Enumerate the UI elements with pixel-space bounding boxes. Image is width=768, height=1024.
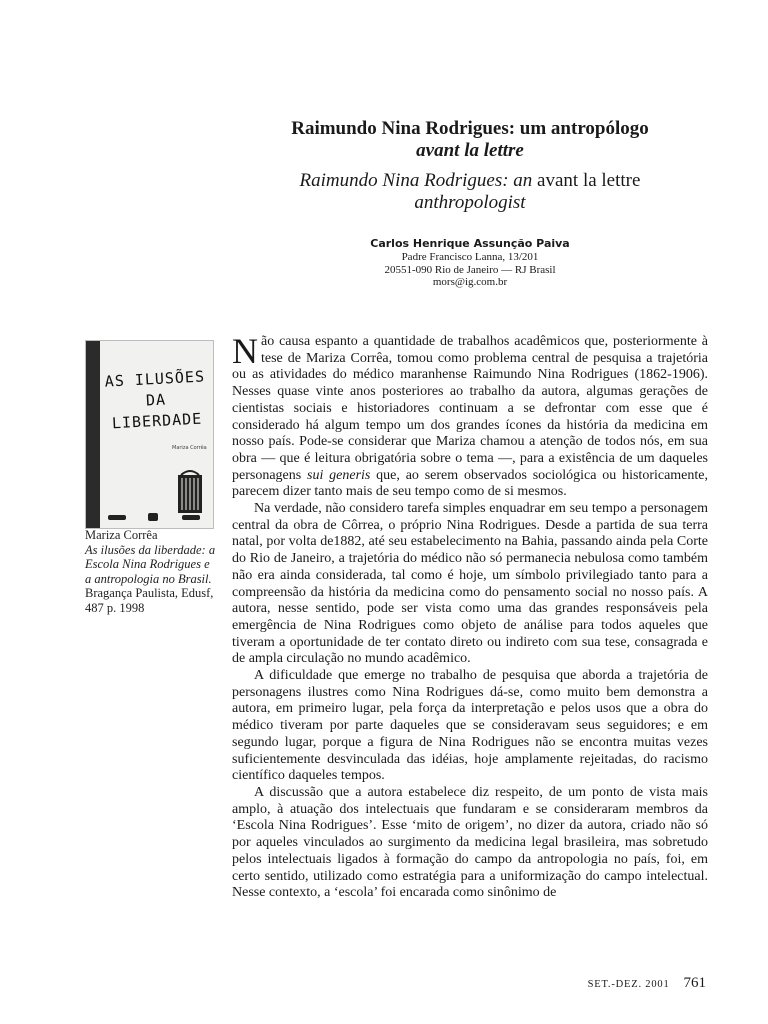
page-number: 761 bbox=[683, 975, 706, 991]
book-cover-image bbox=[85, 340, 214, 529]
caption-author: Mariza Corrêa bbox=[85, 528, 158, 542]
drop-cap: N bbox=[232, 331, 258, 371]
author-email: mors@ig.com.br bbox=[432, 276, 508, 288]
title-en-roman-part: avant la lettre bbox=[532, 170, 641, 191]
issue-date: SET.-DEZ. 2001 bbox=[587, 979, 670, 990]
title-en-italic-part: Raimundo Nina Rodrigues: an bbox=[299, 170, 533, 191]
author-address-1: Padre Francisco Lanna, 13/201 bbox=[401, 251, 539, 263]
seal-icon bbox=[148, 513, 158, 521]
cover-title-line-1: AS ILUSÕES bbox=[104, 367, 206, 391]
page-footer bbox=[588, 974, 706, 992]
author-name: Carlos Henrique Assunção Paiva bbox=[370, 237, 570, 250]
title-pt-line-1: Raimundo Nina Rodrigues: um antropólogo bbox=[291, 118, 649, 139]
p1-italic-term: sui generis bbox=[307, 467, 371, 483]
cover-title-line-2: DA bbox=[145, 390, 167, 410]
cover-spine bbox=[86, 341, 100, 528]
author-address-2: 20551-090 Rio de Janeiro — RJ Brasil bbox=[384, 263, 556, 276]
cover-author: Mariza Corrêa bbox=[172, 445, 207, 451]
title-pt-line-2: avant la lettre bbox=[416, 140, 524, 161]
book-caption bbox=[85, 528, 217, 615]
cover-title bbox=[102, 366, 209, 434]
birdcage-icon bbox=[178, 469, 202, 515]
publisher-logo-icon bbox=[108, 515, 126, 520]
author-block bbox=[232, 237, 708, 289]
title-en-line-2: anthropologist bbox=[414, 192, 526, 213]
body-paragraph-4: A discussão que a autora estabelece diz respeito, de um ponto de vista mais amplo, à atuação dos intelectuais que fundaram e se consideraram membros da ‘Escola Nina Rodrigues’. Esse ‘mito de origem’, no dizer da autora, criado não só por aqueles vinculados ao surgimento da medicina legal brasileira, mas sobretudo pelos intelectuais ligados à formação do campo da antropologia no país, foi, em certo sentido, utilizado como estratégia para a uniformização do campo intelectual. Nesse contexto, a ‘escola’ foi encarada como sinônimo de bbox=[232, 784, 708, 901]
publisher-logo-icon bbox=[182, 515, 200, 520]
body-paragraph-3: A dificuldade que emerge no trabalho de pesquisa que aborda a trajetória de personagens ilustres como Nina Rodrigues dá-se, como muito bem demonstra a autora, em primeiro lugar, pela força da interpretação e pelos usos que a obra do médico tiveram por parte daqueles que se consideravam seus seguidores; e em segundo lugar, porque a figura de Nina Rodrigues não se encontra muitas vezes suficientemente desvinculada das idéias, hoje amplamente rejeitadas, do racismo científico daqueles tempos. bbox=[232, 668, 708, 784]
body-paragraph-1 bbox=[232, 331, 709, 501]
cover-title-line-3: LIBERDADE bbox=[111, 409, 203, 433]
p1-text-a: ão causa espanto a quantidade de trabalhos acadêmicos que, posteriormente à tese de Mariza Corrêa, tomou como problema central de pesquisa a trajetória ou as atividades do médico maranhense Raimundo Nina Rodrigues (1862-1906). Nesses quase vinte anos posteriores ao trabalho da autora, algumas gerações de cientistas sociais e historiadores continuam a se defrontar com esse que é considerado há algum tempo um dos grandes ícones da história da medicina em nosso país. Pode-se considerar que Mariza chamou a atenção de todos nós, em sua obra — que é leitura obrigatória sobre o tema —, para a existência de um daqueles personagens bbox=[232, 334, 708, 483]
p1-text-b: que, ao serem observados sociológica ou historicamente, parecem dizer tanto mais de seu tempo como de si mesmos. bbox=[232, 467, 709, 500]
caption-book-title: As ilusões da liberdade: a Escola Nina Rodrigues e a antropologia no Brasil. bbox=[85, 542, 216, 586]
body-paragraph-2: Na verdade, não considero tarefa simples enquadrar em seu tempo a personagem central da obra de Côrrea, o próprio Nina Rodrigues. Desde a partida de sua terra natal, por volta de1882, até seu estabelecimento na Bahia, passando ainda pela Corte do Rio de Janeiro, a trajetória do médico não só permanecia nebulosa como também não era ainda considerada, tal como é hoje, um símbolo privilegiado tanto para a compreensão da história da medicina como do pensamento social no nosso país. A autora, nesse sentido, pode ser vista como uma das grandes responsáveis pela emergência de Nina Rodrigues como objeto de análise para todos aqueles que tiveram a oportunidade de ter contato direto ou indireto com sua tese, consagrada e de ampla circulação no mundo acadêmico. bbox=[232, 501, 708, 667]
title-english bbox=[232, 170, 708, 214]
title-portuguese bbox=[232, 118, 708, 162]
article-body bbox=[232, 331, 709, 902]
article-title-block bbox=[232, 118, 708, 214]
caption-publisher: Bragança Paulista, Edusf, 487 p. 1998 bbox=[85, 586, 214, 615]
